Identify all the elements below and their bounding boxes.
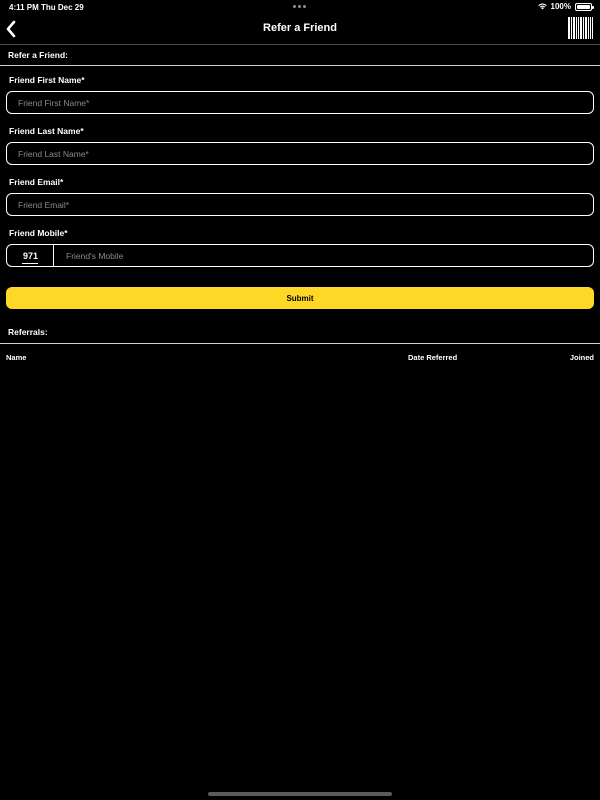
country-code-underline (22, 263, 38, 264)
email-field (6, 193, 594, 216)
column-header-joined: Joined (569, 353, 594, 362)
email-input[interactable] (7, 194, 593, 215)
status-time: 4:11 PM (9, 3, 39, 12)
first-name-label: Friend First Name* (9, 75, 85, 85)
last-name-field (6, 142, 594, 165)
referrals-section-title: Referrals: (8, 327, 48, 337)
refer-section-title: Refer a Friend: (8, 50, 68, 60)
column-header-name: Name (6, 353, 27, 362)
country-code: 971 (23, 251, 39, 261)
first-name-field (6, 91, 594, 114)
status-date: Thu Dec 29 (41, 3, 84, 12)
navigation-bar (0, 14, 600, 45)
column-header-date-referred: Date Referred (408, 353, 458, 362)
multitasking-dots-icon[interactable] (293, 5, 306, 8)
battery-icon (575, 3, 592, 11)
status-bar (0, 0, 600, 14)
wifi-icon (538, 3, 547, 10)
refer-section-divider (0, 65, 600, 66)
status-indicators (538, 2, 592, 11)
barcode-icon[interactable] (568, 17, 593, 39)
referrals-table-header (0, 353, 600, 365)
last-name-input[interactable] (7, 143, 593, 164)
mobile-label: Friend Mobile* (9, 228, 68, 238)
battery-percentage: 100% (550, 2, 571, 11)
email-label: Friend Email* (9, 177, 64, 187)
referrals-section-divider (0, 343, 600, 344)
first-name-input[interactable] (7, 92, 593, 113)
home-indicator[interactable] (208, 792, 392, 796)
last-name-label: Friend Last Name* (9, 126, 84, 136)
mobile-field (6, 244, 594, 267)
page-title: Refer a Friend (263, 22, 337, 34)
submit-button[interactable]: Submit (6, 287, 594, 309)
country-code-selector[interactable] (7, 245, 54, 266)
mobile-input[interactable] (54, 245, 593, 266)
